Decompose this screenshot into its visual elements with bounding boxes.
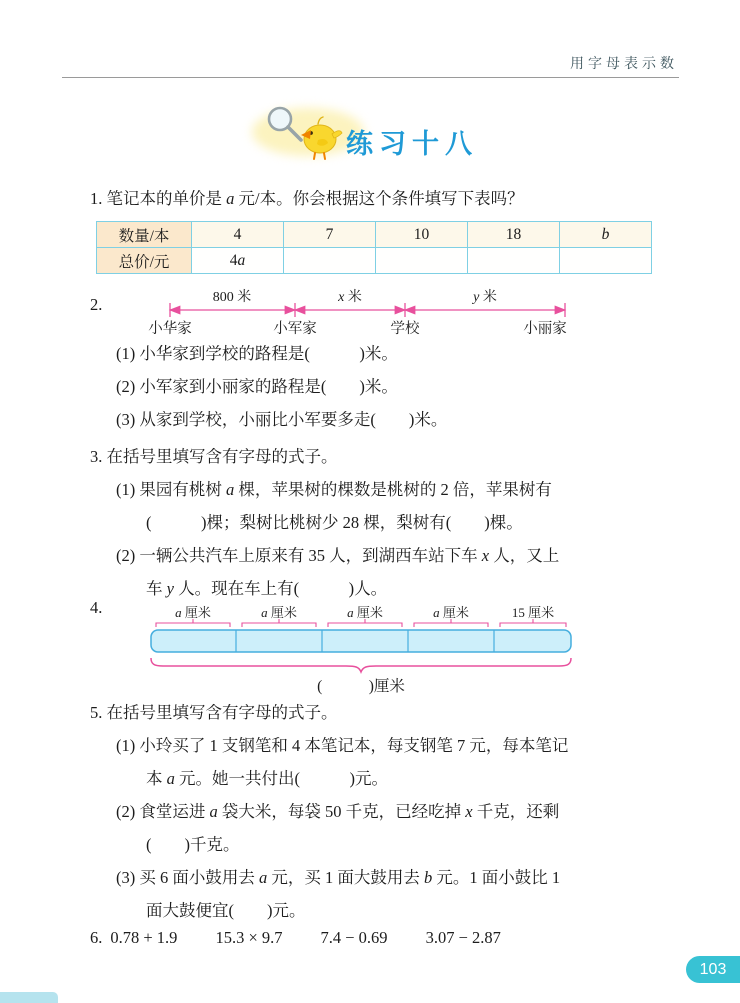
location-label-xiaojun: 小军家: [273, 321, 317, 337]
chick-illustration: [258, 102, 350, 162]
price-table: [96, 221, 652, 274]
problem-5-item-2-line-2: ( )千克。: [146, 835, 240, 854]
expression-2: 15.3 × 9.7: [215, 928, 283, 947]
problem-3-item-2-line-1: (2) 一辆公共汽车上原来有 35 人，到湖西车站下车 x 人，又上: [116, 546, 560, 565]
total-cell-4: [468, 248, 560, 274]
table-row-total-price: [97, 248, 652, 274]
problem-6-number: 6.: [90, 928, 103, 947]
page-number-badge: 103: [686, 956, 740, 983]
total-row-label: 总价/元: [97, 248, 192, 274]
chapter-label: 用字母表示数: [570, 57, 678, 72]
problem-5-item-3-line-2: 面大鼓便宜( )元。: [146, 901, 306, 920]
segment-label-1: a 厘米: [175, 605, 211, 620]
quantity-cell-2: 7: [284, 222, 376, 248]
distance-label-y: y 米: [473, 290, 497, 305]
problem-2-item-1: (1) 小华家到学校的路程是( )米。: [116, 344, 398, 363]
problem-5-item-3-line-1: (3) 买 6 面小鼓用去 a 元，买 1 面大鼓用去 b 元。1 面小鼓比 1: [116, 868, 561, 887]
total-cell-5: [560, 248, 652, 274]
location-label-xiaohua: 小华家: [148, 321, 192, 337]
problem-4-number: 4.: [90, 598, 103, 617]
problem-5-item-1-line-1: (1) 小玲买了 1 支钢笔和 4 本笔记本，每支钢笔 7 元，每本笔记: [116, 736, 569, 755]
problem-3-item-1-line-2: ( )棵；梨树比桃树少 28 棵，梨树有( )棵。: [146, 513, 523, 532]
magnifier-icon: [269, 108, 301, 140]
location-label-xiaoli: 小丽家: [523, 321, 567, 337]
problem-2-item-3: (3) 从家到学校，小丽比小军要多走( )米。: [116, 410, 448, 429]
quantity-cell-5: b: [560, 222, 652, 248]
quantity-cell-3: 10: [376, 222, 468, 248]
distance-label-x: x 米: [338, 290, 362, 305]
problem-2-item-2: (2) 小军家到小丽家的路程是( )米。: [116, 377, 398, 396]
segment-label-2: a 厘米: [261, 605, 297, 620]
exercise-title: 练习十八: [346, 129, 478, 159]
location-label-school: 学校: [390, 321, 420, 337]
problem-5-item-2-line-1: (2) 食堂运进 a 袋大米，每袋 50 千克，已经吃掉 x 千克，还剩: [116, 802, 560, 821]
problem-1-text: 1. 笔记本的单价是 a 元/本。你会根据这个条件填写下表吗？: [90, 189, 524, 208]
segment-label-3: a 厘米: [347, 605, 383, 620]
segment-label-4: a 厘米: [433, 605, 469, 620]
problem-3-item-1-line-1: (1) 果园有桃树 a 棵，苹果树的棵数是桃树的 2 倍，苹果树有: [116, 480, 552, 499]
chick-body: [301, 117, 342, 159]
quantity-row-label: 数量/本: [97, 222, 192, 248]
total-cell-1: 4a: [192, 248, 284, 274]
total-cell-2: [284, 248, 376, 274]
quantity-cell-4: 18: [468, 222, 560, 248]
quantity-cell-1: 4: [192, 222, 284, 248]
problem-6-row: [90, 928, 501, 948]
problem-5-item-1-line-2: 本 a 元。她一共付出( )元。: [146, 769, 388, 788]
page-edge-decoration: [0, 992, 58, 1003]
bar-total-label: ( )厘米: [317, 678, 405, 695]
expression-3: 7.4 − 0.69: [320, 928, 388, 947]
distance-diagram: [145, 286, 575, 336]
segment-label-5: 15 厘米: [511, 605, 555, 620]
table-row-quantity: [97, 222, 652, 248]
exercise-title-block: [250, 102, 520, 166]
problem-2-number: 2.: [90, 295, 103, 314]
expression-4: 3.07 − 2.87: [425, 928, 501, 947]
bar-diagram: [150, 602, 572, 694]
problem-5-header: 5. 在括号里填写含有字母的式子。: [90, 703, 338, 722]
problem-3-item-2-line-2: 车 y 人。现在车上有( )人。: [146, 579, 388, 598]
expression-1: 0.78 + 1.9: [110, 928, 178, 947]
header-rule: [62, 77, 679, 78]
distance-label-800m: 800 米: [212, 290, 252, 305]
problem-3-header: 3. 在括号里填写含有字母的式子。: [90, 447, 338, 466]
total-cell-3: [376, 248, 468, 274]
